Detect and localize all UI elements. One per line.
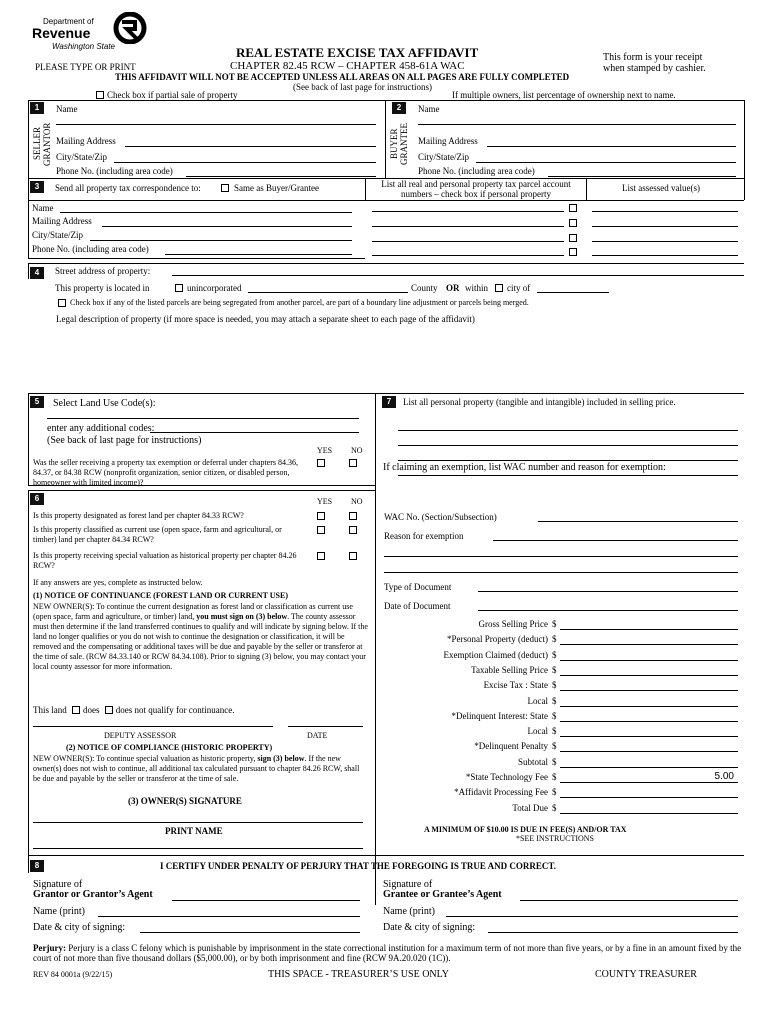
- grantor-city-label: City/State/Zip: [56, 152, 107, 162]
- fee-amount-field[interactable]: [560, 736, 738, 737]
- current-use-yes-checkbox[interactable]: [317, 526, 325, 534]
- date-of-document-field[interactable]: [478, 610, 738, 611]
- revenue-swirl-icon: [113, 12, 147, 44]
- forest-no-checkbox[interactable]: [349, 512, 357, 520]
- fee-label: Gross Selling Price: [478, 619, 548, 629]
- s5-yes-header: YES: [317, 446, 333, 455]
- wac-number-label: WAC No. (Section/Subsection): [384, 512, 497, 522]
- fee-amount-field[interactable]: [560, 629, 738, 630]
- fee-label: *Delinquent Interest: State: [451, 711, 548, 721]
- historic-yes-checkbox[interactable]: [317, 552, 325, 560]
- grantor-phone-field[interactable]: [186, 176, 376, 177]
- city-of-checkbox[interactable]: [495, 284, 503, 292]
- historic-no-checkbox[interactable]: [349, 552, 357, 560]
- unincorporated-checkbox[interactable]: [175, 284, 183, 292]
- exemption-reason-label: Reason for exemption: [384, 531, 464, 541]
- fee-amount-field[interactable]: [560, 751, 738, 752]
- notice-compliance-body: NEW OWNER(S): To continue special valuation as historic property, sign (3) below. If the new owner(s) does not wish to continue, all additional tax calculated pursuant to chapter 84.26 RCW, shall be due and payable by the seller or transferor at the time of sale.: [33, 754, 360, 783]
- current-use-no-checkbox[interactable]: [349, 526, 357, 534]
- deputy-date-label: DATE: [307, 731, 328, 740]
- grantor-signature-field[interactable]: [172, 900, 360, 901]
- section-8-number: 8: [30, 860, 44, 872]
- same-as-buyer-label: Same as Buyer/Grantee: [234, 183, 319, 193]
- exemption-reason-line-2[interactable]: [384, 556, 738, 557]
- correspondence-city-label: City/State/Zip: [32, 230, 83, 240]
- type-of-document-label: Type of Document: [384, 582, 452, 592]
- send-correspondence-label: Send all property tax correspondence to:: [55, 183, 201, 193]
- street-address-label: Street address of property:: [55, 266, 151, 276]
- owner-signature-line[interactable]: [33, 822, 363, 823]
- dollar-sign: $: [552, 787, 557, 797]
- grantee-city-label: City/State/Zip: [418, 152, 469, 162]
- deputy-date-line[interactable]: [288, 726, 363, 727]
- forest-yes-checkbox[interactable]: [317, 512, 325, 520]
- grantee-name-label: Name: [418, 104, 440, 114]
- see-back-instructions: (See back of last page for instructions): [293, 82, 432, 92]
- fee-label: Local: [527, 726, 548, 736]
- current-use-question: Is this property classified as current use (open space, farm and agricultural, or timber) land per chapter 84.34 RCW?: [33, 525, 282, 544]
- grantor-name-label: Name: [56, 104, 78, 114]
- exemption-question: Was the seller receiving a property tax exemption or deferral under chapters 84.36, 84.37, or 84.38 RCW (nonprofit organization, senior citizen, or disabled person, homeowner with limited income)?: [33, 458, 299, 487]
- additional-codes-label: enter any additional codes:: [47, 423, 155, 434]
- dollar-sign: $: [552, 696, 557, 706]
- land-use-field[interactable]: [47, 418, 359, 419]
- additional-codes-field[interactable]: [150, 432, 359, 433]
- grantor-mailing-field[interactable]: [125, 146, 376, 147]
- dollar-sign: $: [552, 757, 557, 767]
- section-3-number: 3: [30, 181, 44, 193]
- assessed-value-field[interactable]: [592, 226, 738, 227]
- fee-amount-value: 5.00: [714, 771, 734, 782]
- assessed-value-field[interactable]: [592, 241, 738, 242]
- city-name-field[interactable]: [537, 292, 609, 293]
- fee-label: *Personal Property (deduct): [447, 634, 548, 644]
- correspondence-mailing-field[interactable]: [102, 226, 352, 227]
- county-label: County: [411, 283, 438, 293]
- form-revision: REV 84 0001a (9/22/15): [33, 970, 113, 979]
- section-1-number: 1: [30, 102, 44, 114]
- date-of-document-label: Date of Document: [384, 601, 451, 611]
- unincorporated-label: unincorporated: [187, 283, 242, 293]
- minimum-due-note: A MINIMUM OF $10.00 IS DUE IN FEE(S) AND/OR TAX: [424, 825, 627, 834]
- grantee-signature-field[interactable]: [520, 900, 738, 901]
- grantor-date-field[interactable]: [140, 932, 360, 933]
- deputy-signature-line[interactable]: [33, 726, 273, 727]
- fee-amount-field[interactable]: [560, 675, 738, 676]
- or-label: OR: [446, 283, 460, 293]
- grantor-print-label: Name (print): [33, 906, 85, 917]
- legal-description-area[interactable]: [56, 326, 744, 386]
- fee-amount-field[interactable]: [560, 797, 738, 798]
- parcel-number-field[interactable]: [372, 241, 564, 242]
- parcel-numbers-header: List all real and personal property tax parcel account numbers – check box if personal property: [381, 179, 571, 199]
- section-6-number: 6: [30, 493, 44, 505]
- correspondence-phone-field[interactable]: [165, 254, 352, 255]
- assessed-values-header: List assessed value(s): [622, 183, 700, 193]
- dollar-sign: $: [552, 741, 557, 751]
- assessed-value-field[interactable]: [592, 255, 738, 256]
- grantor-phone-label: Phone No. (including area code): [56, 166, 173, 176]
- city-of-label: city of: [507, 283, 531, 293]
- assessed-value-field[interactable]: [592, 211, 738, 212]
- perjury-notice: Perjury: Perjury is a class C felony which is punishable by imprisonment in the state correctional institution for a maximum term of not more than five years, or by a fine in an amount fixed by the court of not more than five thousand dollars ($5,000.00), or by both imprisonment and fine (RCW 9A.20.020 (1C)).: [33, 943, 742, 963]
- multiple-owners-note: If multiple owners, list percentage of ownership next to name.: [452, 90, 676, 100]
- if-any-yes: If any answers are yes, complete as instructed below.: [33, 578, 203, 587]
- correspondence-name-field[interactable]: [60, 212, 352, 213]
- grantor-print-field[interactable]: [98, 916, 360, 917]
- parcel-number-field[interactable]: [372, 211, 564, 212]
- dollar-sign: $: [552, 711, 557, 721]
- qualify-row: This land does does not qualify for continuance.: [33, 705, 235, 715]
- grantor-signature-of: Signature of: [33, 879, 83, 890]
- grantor-name-line: [56, 124, 376, 125]
- does-not-checkbox[interactable]: [105, 706, 113, 714]
- logo-dept: Department of: [43, 17, 94, 26]
- dollar-sign: $: [552, 726, 557, 736]
- grantee-date-label: Date & city of signing:: [383, 922, 476, 933]
- legal-description-label: Legal description of property (if more space is needed, you may attach a separate sheet to each page of the affidavit): [56, 314, 475, 324]
- dollar-sign: $: [552, 650, 557, 660]
- exemption-yes-checkbox[interactable]: [317, 459, 325, 467]
- buyer-grantee-label: BUYER GRANTEE: [389, 123, 409, 165]
- s6-no-header: NO: [351, 497, 363, 506]
- receipt-note-1: This form is your receipt: [603, 52, 703, 63]
- fee-label: Exemption Claimed (deduct): [443, 650, 548, 660]
- grantee-mailing-field[interactable]: [487, 146, 736, 147]
- fee-label: *State Technology Fee: [465, 772, 548, 782]
- s5-no-header: NO: [351, 446, 363, 455]
- forest-land-question: Is this property designated as forest land per chapter 84.33 RCW?: [33, 511, 244, 520]
- segregated-checkbox[interactable]: [58, 299, 66, 307]
- within-label: within: [465, 283, 489, 293]
- fee-label: Subtotal: [517, 757, 548, 767]
- dollar-sign: $: [552, 772, 557, 782]
- grantor-agent-label: Grantor or Grantor’s Agent: [33, 889, 153, 900]
- fee-label: *Affidavit Processing Fee: [454, 787, 548, 797]
- fee-label: Local: [527, 696, 548, 706]
- logo-state: Washington State: [52, 42, 116, 51]
- street-address-field[interactable]: [172, 275, 744, 276]
- please-type: PLEASE TYPE OR PRINT: [35, 62, 136, 72]
- treasurer-use-only: THIS SPACE - TREASURER’S USE ONLY: [268, 969, 449, 980]
- fee-label: *Delinquent Penalty: [474, 741, 548, 751]
- segregated-label: Check box if any of the listed parcels are being segregated from another parcel, are part of a boundary line adjustment or parcels being merged.: [70, 298, 529, 307]
- partial-sale-label: Check box if partial sale of property: [107, 90, 238, 100]
- correspondence-city-field[interactable]: [90, 240, 352, 241]
- section-5-number: 5: [30, 396, 44, 408]
- correspondence-name-label: Name: [32, 203, 54, 213]
- correspondence-mailing-label: Mailing Address: [32, 216, 92, 226]
- grantee-phone-field[interactable]: [548, 176, 736, 177]
- grantee-signature-of: Signature of: [383, 879, 433, 890]
- historic-question: Is this property receiving special valuation as historical property per chapter 84.26 RCW?: [33, 551, 297, 570]
- dollar-sign: $: [552, 634, 557, 644]
- fee-label: Excise Tax : State: [483, 680, 548, 690]
- fee-amount-field[interactable]: [560, 706, 738, 707]
- fee-label: Total Due: [512, 803, 548, 813]
- partial-sale-checkbox[interactable]: [96, 91, 104, 99]
- receipt-note-2: when stamped by cashier.: [603, 63, 706, 74]
- fee-amount-field[interactable]: [560, 767, 738, 768]
- form-chapter: CHAPTER 82.45 RCW – CHAPTER 458-61A WAC: [230, 60, 465, 72]
- dollar-sign: $: [552, 619, 557, 629]
- parcel-number-field[interactable]: [372, 255, 564, 256]
- form-title: REAL ESTATE EXCISE TAX AFFIDAVIT: [236, 45, 479, 60]
- exemption-reason-line-3[interactable]: [384, 572, 738, 573]
- grantor-date-label: Date & city of signing:: [33, 922, 126, 933]
- fee-amount-field[interactable]: [560, 644, 738, 645]
- type-of-document-field[interactable]: [478, 591, 738, 592]
- dollar-sign: $: [552, 803, 557, 813]
- personal-property-checkbox[interactable]: [569, 248, 577, 256]
- notice-continuance-title: (1) NOTICE OF CONTINUANCE (FOREST LAND OR CURRENT USE): [33, 591, 288, 600]
- located-in-label: This property is located in: [55, 283, 150, 293]
- grantor-mailing-label: Mailing Address: [56, 136, 116, 146]
- notice-continuance-body: NEW OWNER(S): To continue the current designation as forest land or classification as current use (open space, farm and agriculture, or timber) land, you must sign on (3) below. The county assessor must then determine if the land transferred continues to qualify and will indicate by signing below. If the land no longer qualifies or you do not wish to continue the designation or classification, it will be removed and the compensating or additional taxes will be due and payable by the seller or transferor at the time of sale. (RCW 84.33.140 or RCW 84.34.108). Prior to signing (3) below, you may contact your local county assessor for more information.: [33, 602, 368, 671]
- grantee-mailing-label: Mailing Address: [418, 136, 478, 146]
- fee-amount-field[interactable]: [560, 660, 738, 661]
- certify-statement: I CERTIFY UNDER PENALTY OF PERJURY THAT THE FOREGOING IS TRUE AND CORRECT.: [160, 861, 557, 871]
- personal-property-checkbox[interactable]: [569, 219, 577, 227]
- completion-warning: THIS AFFIDAVIT WILL NOT BE ACCEPTED UNLESS ALL AREAS ON ALL PAGES ARE FULLY COMPLETED: [115, 72, 570, 82]
- logo-revenue: Revenue: [32, 25, 91, 41]
- same-as-buyer-checkbox[interactable]: [221, 184, 229, 192]
- grantee-city-field[interactable]: [476, 162, 736, 163]
- personal-property-label: List all personal property (tangible and intangible) included in selling price.: [403, 397, 676, 407]
- grantor-city-field[interactable]: [114, 162, 376, 163]
- grantee-phone-label: Phone No. (including area code): [418, 166, 535, 176]
- fee-amount-field[interactable]: [560, 813, 738, 814]
- land-use-label: Select Land Use Code(s):: [53, 398, 156, 409]
- parcel-number-field[interactable]: [372, 226, 564, 227]
- dollar-sign: $: [552, 680, 557, 690]
- grantee-print-label: Name (print): [383, 906, 435, 917]
- dollar-sign: $: [552, 665, 557, 675]
- personal-property-checkbox[interactable]: [569, 234, 577, 242]
- does-checkbox[interactable]: [72, 706, 80, 714]
- fee-amount-field[interactable]: [560, 690, 738, 691]
- seller-grantor-label: SELLER GRANTOR: [32, 122, 52, 166]
- grantee-date-field[interactable]: [488, 932, 738, 933]
- s6-yes-header: YES: [317, 497, 333, 506]
- exemption-no-checkbox[interactable]: [349, 459, 357, 467]
- notice-compliance-title: (2) NOTICE OF COMPLIANCE (HISTORIC PROPERTY): [66, 743, 273, 752]
- section-4-number: 4: [30, 267, 44, 279]
- print-name-label: PRINT NAME: [165, 826, 223, 836]
- land-use-see-back: (See back of last page for instructions): [47, 435, 202, 446]
- owner-print-name-line[interactable]: [33, 848, 363, 849]
- grantee-print-field[interactable]: [446, 916, 738, 917]
- section-2-number: 2: [392, 102, 406, 114]
- deputy-assessor-label: DEPUTY ASSESSOR: [104, 731, 177, 740]
- grantee-agent-label: Grantee or Grantee’s Agent: [383, 889, 502, 900]
- fee-amount-field[interactable]: [560, 782, 738, 783]
- correspondence-phone-label: Phone No. (including area code): [32, 244, 149, 254]
- claiming-exemption-label: If claiming an exemption, list WAC number and reason for exemption:: [383, 462, 666, 473]
- county-name-field[interactable]: [248, 292, 408, 293]
- personal-property-checkbox[interactable]: [569, 204, 577, 212]
- wac-number-field[interactable]: [538, 521, 738, 522]
- fee-label: Taxable Selling Price: [471, 665, 548, 675]
- owner-signature-title: (3) OWNER(S) SIGNATURE: [128, 796, 242, 806]
- fee-amount-field[interactable]: [560, 721, 738, 722]
- section-7-number: 7: [382, 396, 396, 408]
- grantee-name-line: [418, 124, 736, 125]
- see-instructions-note: *SEE INSTRUCTIONS: [516, 834, 595, 843]
- county-treasurer-label: COUNTY TREASURER: [595, 969, 697, 980]
- exemption-reason-field[interactable]: [493, 540, 738, 541]
